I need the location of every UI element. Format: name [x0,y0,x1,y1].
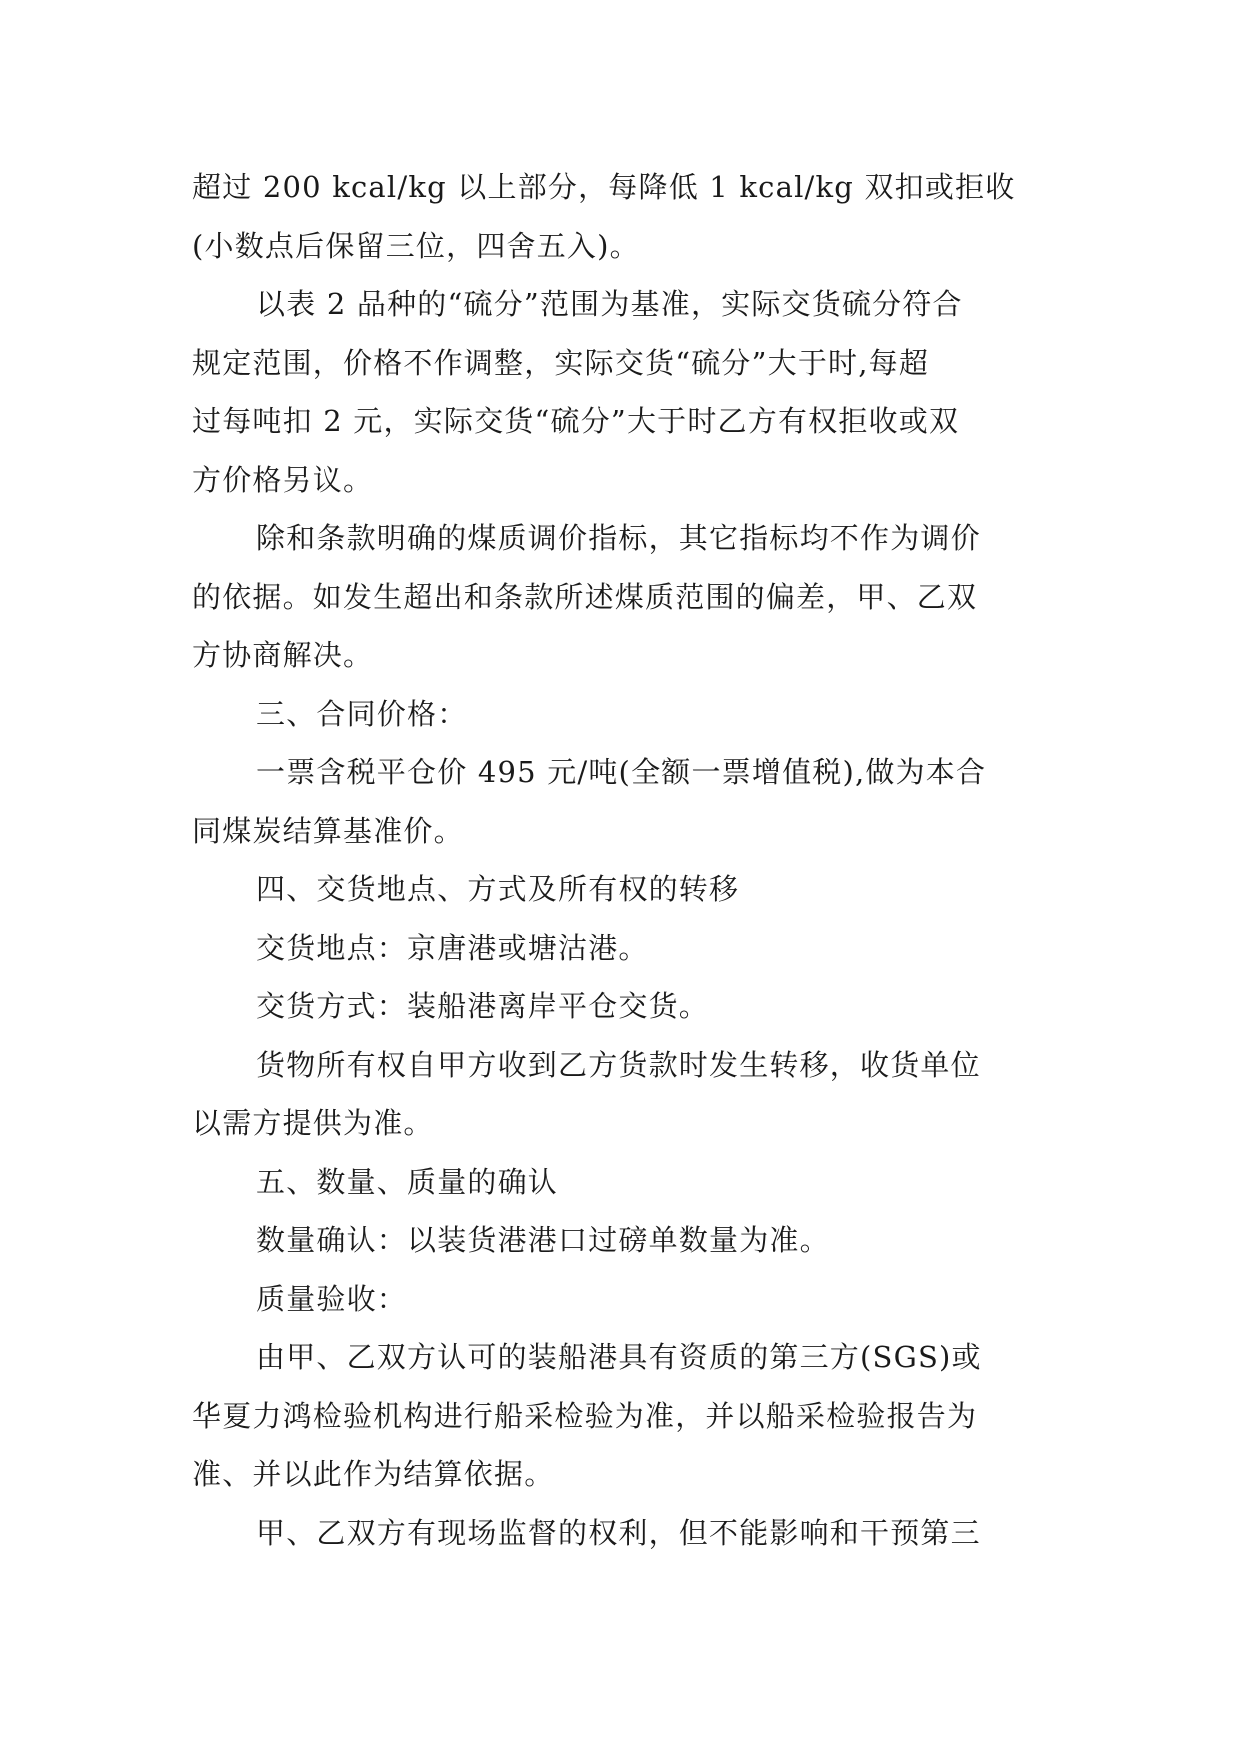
text-line: 方价格另议。 [192,462,374,497]
text-line: 数量确认：以装货港港口过磅单数量为准。 [256,1223,830,1257]
text-line: 的依据。如发生超出和条款所述煤质范围的偏差，甲、乙双 [192,579,978,614]
text-line: 货物所有权自甲方收到乙方货款时发生转移，收货单位 [256,1047,981,1082]
text-line: 一票含税平仓价 495 元/吨(全额一票增值税),做为本合 [256,755,987,789]
section-heading: 五、数量、质量的确认 [256,1164,559,1199]
section-heading: 四、交货地点、方式及所有权的转移 [256,872,740,906]
text-line: 华夏力鸿检验机构进行船采检验为准，并以船采检验报告为 [192,1398,978,1433]
document-body [192,158,1058,1562]
text-line: (小数点后保留三位，四舍五入)。 [192,228,640,263]
text-line: 质量验收： [256,1281,408,1316]
text-line: 交货地点：京唐港或塘沽港。 [256,930,649,965]
text-line: 超过 200 kcal/kg 以上部分，每降低 1 kcal/kg 双扣或拒收 [192,170,1016,204]
text-line: 方协商解决。 [192,638,374,672]
section-heading: 三、合同价格： [256,696,468,731]
text-line: 由甲、乙双方认可的装船港具有资质的第三方(SGS)或 [256,1340,982,1374]
text-line: 除和条款明确的煤质调价指标，其它指标均不作为调价 [256,521,981,555]
text-line: 规定范围，价格不作调整，实际交货“硫分”大于时,每超 [192,345,930,380]
text-line: 甲、乙双方有现场监督的权利，但不能影响和干预第三 [256,1515,981,1550]
text-line: 准、并以此作为结算依据。 [192,1457,555,1491]
text-line: 过每吨扣 2 元，实际交货“硫分”大于时乙方有权拒收或双 [192,404,960,438]
text-line: 以表 2 品种的“硫分”范围为基准，实际交货硫分符合 [256,287,963,321]
text-line: 同煤炭结算基准价。 [192,813,464,848]
text-line: 交货方式：装船港离岸平仓交货。 [256,989,710,1023]
text-line: 以需方提供为准。 [192,1106,434,1140]
